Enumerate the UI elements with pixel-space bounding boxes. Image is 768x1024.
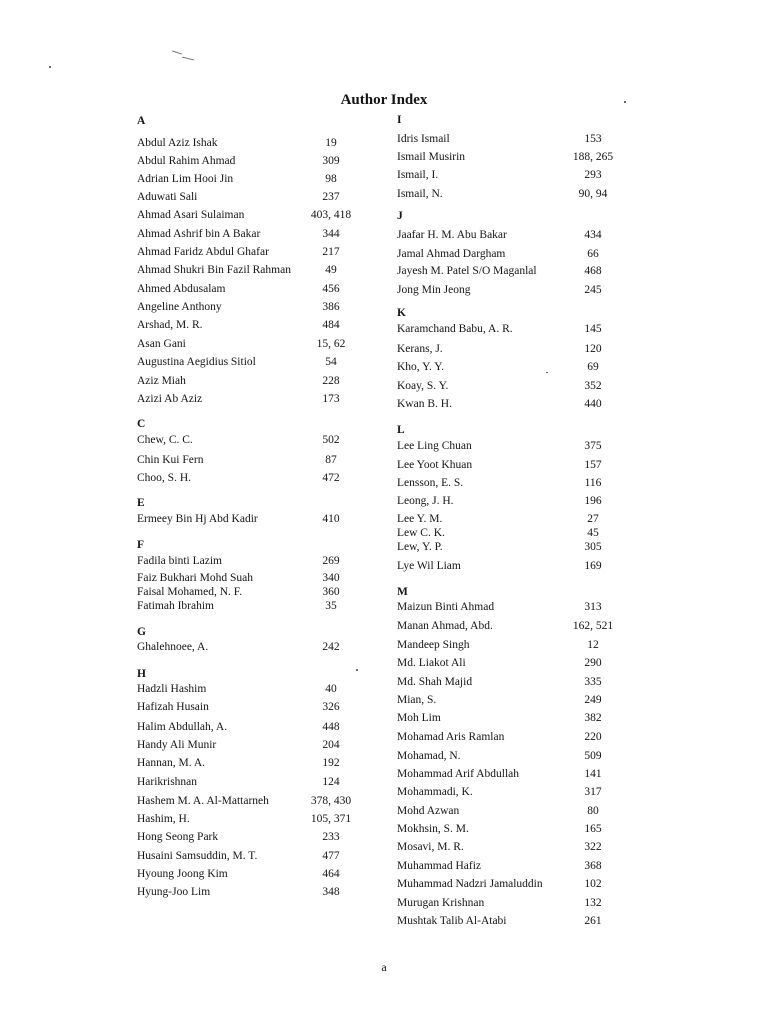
index-entry xyxy=(397,693,624,707)
author-name: Harikrishnan xyxy=(137,776,198,788)
index-entry xyxy=(397,397,624,411)
index-entry xyxy=(397,559,624,573)
page-numbers: 116 xyxy=(584,477,602,489)
index-entry xyxy=(397,360,624,374)
author-name: Fatimah Ibrahim xyxy=(137,600,214,612)
page-numbers: 352 xyxy=(584,380,602,392)
page-numbers: 157 xyxy=(584,459,602,471)
page-numbers: 165 xyxy=(584,823,602,835)
author-name: Karamchand Babu, A. R. xyxy=(397,323,513,335)
index-entry xyxy=(397,656,624,670)
index-entry xyxy=(397,379,624,393)
author-name: Hashim, H. xyxy=(137,813,190,825)
author-name: Augustina Aegidius Sitiol xyxy=(137,356,256,368)
page-numbers: 228 xyxy=(322,375,340,387)
page-numbers: 472 xyxy=(322,472,340,484)
scan-speck xyxy=(546,372,548,373)
index-entry xyxy=(397,785,624,799)
author-name: Hyung-Joo Lim xyxy=(137,886,211,898)
index-entry xyxy=(397,840,624,854)
index-entry xyxy=(397,896,624,910)
page-numbers: 173 xyxy=(322,393,340,405)
page-numbers: 348 xyxy=(322,886,340,898)
author-name: Muhammad Nadzri Jamaluddin xyxy=(397,878,543,890)
page-numbers: 204 xyxy=(322,739,340,751)
index-entry xyxy=(397,859,624,873)
author-name: Jong Min Jeong xyxy=(397,284,471,296)
page-numbers: 90, 94 xyxy=(578,188,608,200)
page-numbers: 54 xyxy=(325,356,337,368)
page-numbers: 434 xyxy=(584,229,602,241)
page-numbers: 80 xyxy=(587,805,599,817)
index-entry xyxy=(397,247,624,261)
author-name: Lensson, E. S. xyxy=(397,477,464,489)
author-name: Muhammad Hafiz xyxy=(397,860,481,872)
page-numbers: 249 xyxy=(584,694,602,706)
author-name: Abdul Aziz Ishak xyxy=(137,137,218,149)
index-entry xyxy=(397,322,624,336)
author-name: Lee Ling Chuan xyxy=(397,440,472,452)
page-numbers: 382 xyxy=(584,712,602,724)
page-numbers: 293 xyxy=(584,169,602,181)
index-entry xyxy=(397,749,624,763)
author-name: Moh Lim xyxy=(397,712,441,724)
page-numbers: 120 xyxy=(584,343,602,355)
page-numbers: 335 xyxy=(584,676,602,688)
author-name: Husaini Samsuddin, M. T. xyxy=(137,850,258,862)
page-numbers: 40 xyxy=(325,683,337,695)
page-numbers: 132 xyxy=(584,897,602,909)
page-numbers: 45 xyxy=(587,527,599,539)
page-numbers: 69 xyxy=(587,361,599,373)
page-numbers: 290 xyxy=(584,657,602,669)
author-name: Leong, J. H. xyxy=(397,495,454,507)
page-numbers: 145 xyxy=(584,323,602,335)
page-numbers: 502 xyxy=(322,434,340,446)
author-name: Lee Yoot Khuan xyxy=(397,459,473,471)
author-name: Maizun Binti Ahmad xyxy=(397,601,495,613)
page-title: Author Index xyxy=(340,92,428,108)
author-name: Ahmad Shukri Bin Fazil Rahman xyxy=(137,264,291,276)
page-numbers: 19 xyxy=(325,137,337,149)
author-name: Adrian Lim Hooi Jin xyxy=(137,173,234,185)
index-entry xyxy=(397,767,624,781)
section-letter: M xyxy=(397,586,408,598)
author-name: Faiz Bukhari Mohd Suah xyxy=(137,572,253,584)
page-numbers: 386 xyxy=(322,301,340,313)
page-numbers: 162, 521 xyxy=(572,620,614,632)
author-name: Ghalehnoee, A. xyxy=(137,641,209,653)
page-numbers: 368 xyxy=(584,860,602,872)
author-name: Ahmad Faridz Abdul Ghafar xyxy=(137,246,269,258)
index-entry xyxy=(397,342,624,356)
page-numbers: 410 xyxy=(322,513,340,525)
index-entry xyxy=(397,540,624,554)
page-numbers: 313 xyxy=(584,601,602,613)
scan-speck xyxy=(624,101,626,103)
author-name: Jaafar H. M. Abu Bakar xyxy=(397,229,507,241)
section-letter: K xyxy=(397,307,406,319)
section-letter: E xyxy=(137,497,145,509)
section-letter: F xyxy=(137,539,145,551)
author-name: Handy Ali Munir xyxy=(137,739,217,751)
page-numbers: 375 xyxy=(584,440,602,452)
index-entry xyxy=(397,283,624,297)
author-name: Halim Abdullah, A. xyxy=(137,721,228,733)
page-numbers: 305 xyxy=(584,541,602,553)
author-name: Ahmad Asari Sulaiman xyxy=(137,209,245,221)
author-name: Mohammadi, K. xyxy=(397,786,473,798)
author-name: Lew C. K. xyxy=(397,527,445,539)
author-name: Ahmed Abdusalam xyxy=(137,283,226,295)
author-name: Azizi Ab Aziz xyxy=(137,393,203,405)
author-name: Faisal Mohamed, N. F. xyxy=(137,586,243,598)
page-numbers: 340 xyxy=(322,572,340,584)
author-name: Manan Ahmad, Abd. xyxy=(397,620,493,632)
author-name: Aziz Miah xyxy=(137,375,186,387)
page-numbers: 124 xyxy=(322,776,340,788)
author-name: Hong Seong Park xyxy=(137,831,219,843)
page-numbers: 105, 371 xyxy=(310,813,352,825)
page-numbers: 192 xyxy=(322,757,340,769)
page-numbers: 464 xyxy=(322,868,340,880)
author-name: Choo, S. H. xyxy=(137,472,191,484)
index-entry xyxy=(397,187,624,201)
index-entry xyxy=(397,150,624,164)
page-numbers: 220 xyxy=(584,731,602,743)
section-letter: J xyxy=(397,210,403,222)
author-name: Md. Liakot Ali xyxy=(397,657,466,669)
author-name: Kho, Y. Y. xyxy=(397,361,444,373)
page-numbers: 269 xyxy=(322,555,340,567)
section-letter: L xyxy=(397,424,405,436)
page-numbers: 261 xyxy=(584,915,602,927)
page-numbers: 15, 62 xyxy=(316,338,346,350)
page-numbers: 344 xyxy=(322,228,340,240)
index-entry xyxy=(397,476,624,490)
page-numbers: 326 xyxy=(322,701,340,713)
page-numbers: 468 xyxy=(584,265,602,277)
author-name: Aduwati Sali xyxy=(137,191,198,203)
author-name: Hashem M. A. Al-Mattarneh xyxy=(137,795,269,807)
section-letter: H xyxy=(137,668,146,680)
page-numbers: 12 xyxy=(587,639,599,651)
page-numbers: 477 xyxy=(322,850,340,862)
author-name: Jayesh M. Patel S/O Maganlal xyxy=(397,265,537,277)
page-numbers: 141 xyxy=(584,768,602,780)
author-name: Hafizah Husain xyxy=(137,701,209,713)
index-entry xyxy=(397,494,624,508)
page-numbers: 242 xyxy=(322,641,340,653)
scan-speck xyxy=(49,66,51,68)
page-numbers: 456 xyxy=(322,283,340,295)
author-name: Ahmad Ashrif bin A Bakar xyxy=(137,228,261,240)
page-numbers: 98 xyxy=(325,173,337,185)
page-numbers: 102 xyxy=(584,878,602,890)
page-numbers: 87 xyxy=(325,454,337,466)
index-entry xyxy=(397,711,624,725)
page-numbers: 448 xyxy=(322,721,340,733)
index-entry xyxy=(397,526,624,540)
page-numbers: 169 xyxy=(584,560,602,572)
index-entry xyxy=(397,822,624,836)
index-entry xyxy=(397,675,624,689)
author-name: Koay, S. Y. xyxy=(397,380,449,392)
author-name: Mohammad Arif Abdullah xyxy=(397,768,520,780)
page-numbers: 378, 430 xyxy=(310,795,352,807)
author-name: Fadila binti Lazim xyxy=(137,555,222,567)
index-entry xyxy=(397,914,624,928)
page-numbers: 403, 418 xyxy=(310,209,352,221)
index-entry xyxy=(397,458,624,472)
author-name: Mokhsin, S. M. xyxy=(397,823,469,835)
author-name: Lew, Y. P. xyxy=(397,541,443,553)
author-name: Jamal Ahmad Dargham xyxy=(397,248,506,260)
author-name: Chew, C. C. xyxy=(137,434,193,446)
page-numbers: 317 xyxy=(584,786,602,798)
page-numbers: 233 xyxy=(322,831,340,843)
page-numbers: 196 xyxy=(584,495,602,507)
page-numbers: 153 xyxy=(584,133,602,145)
page-numbers: 66 xyxy=(587,248,599,260)
author-name: Ermeey Bin Hj Abd Kadir xyxy=(137,513,258,525)
page-numbers: 322 xyxy=(584,841,602,853)
author-name: Ismail, I. xyxy=(397,169,439,181)
section-letter: G xyxy=(137,626,146,638)
page-numbers: 484 xyxy=(322,319,340,331)
author-name: Ismail, N. xyxy=(397,188,443,200)
page-numbers: 237 xyxy=(322,191,340,203)
page-numbers: 509 xyxy=(584,750,602,762)
page-numbers: 309 xyxy=(322,155,340,167)
page-numbers: 360 xyxy=(322,586,340,598)
author-name: Hadzli Hashim xyxy=(137,683,207,695)
author-name: Mushtak Talib Al-Atabi xyxy=(397,915,507,927)
author-name: Kerans, J. xyxy=(397,343,443,355)
index-entry xyxy=(397,638,624,652)
index-entry xyxy=(397,730,624,744)
index-entry xyxy=(397,877,624,891)
page-number: a xyxy=(381,960,387,974)
author-name: Murugan Krishnan xyxy=(397,897,485,909)
index-entry xyxy=(397,132,624,146)
author-name: Chin Kui Fern xyxy=(137,454,204,466)
index-entry xyxy=(397,619,624,633)
section-letter: A xyxy=(137,115,146,127)
page-numbers: 188, 265 xyxy=(572,151,614,163)
page-numbers: 217 xyxy=(322,246,340,258)
author-name: Hyoung Joong Kim xyxy=(137,868,228,880)
author-name: Hannan, M. A. xyxy=(137,757,206,769)
index-entry xyxy=(397,264,624,278)
author-name: Angeline Anthony xyxy=(137,301,222,313)
author-name: Mian, S. xyxy=(397,694,437,706)
page-numbers: 440 xyxy=(584,398,602,410)
page-numbers: 49 xyxy=(325,264,337,276)
author-name: Idris Ismail xyxy=(397,133,450,145)
author-name: Mohamad, N. xyxy=(397,750,461,762)
page-numbers: 27 xyxy=(587,513,599,525)
index-entry xyxy=(397,168,624,182)
index-entry xyxy=(397,439,624,453)
index-entry xyxy=(397,600,624,614)
page-numbers: 245 xyxy=(584,284,602,296)
author-name: Mandeep Singh xyxy=(397,639,470,651)
index-entry xyxy=(397,804,624,818)
author-name: Mohamad Aris Ramlan xyxy=(397,731,505,743)
index-entry xyxy=(397,512,624,526)
author-name: Lye Wil Liam xyxy=(397,560,461,572)
author-name: Mohd Azwan xyxy=(397,805,460,817)
author-name: Ismail Musirin xyxy=(397,151,466,163)
index-entry xyxy=(397,228,624,242)
author-name: Md. Shah Majid xyxy=(397,676,473,688)
author-name: Mosavi, M. R. xyxy=(397,841,464,853)
section-letter: C xyxy=(137,418,146,430)
author-name: Kwan B. H. xyxy=(397,398,452,410)
section-letter: I xyxy=(397,114,402,126)
author-name: Lee Y. M. xyxy=(397,513,443,525)
author-name: Abdul Rahim Ahmad xyxy=(137,155,236,167)
author-name: Arshad, M. R. xyxy=(137,319,203,331)
page-numbers: 35 xyxy=(325,600,337,612)
scan-speck xyxy=(356,669,358,671)
author-name: Asan Gani xyxy=(137,338,186,350)
